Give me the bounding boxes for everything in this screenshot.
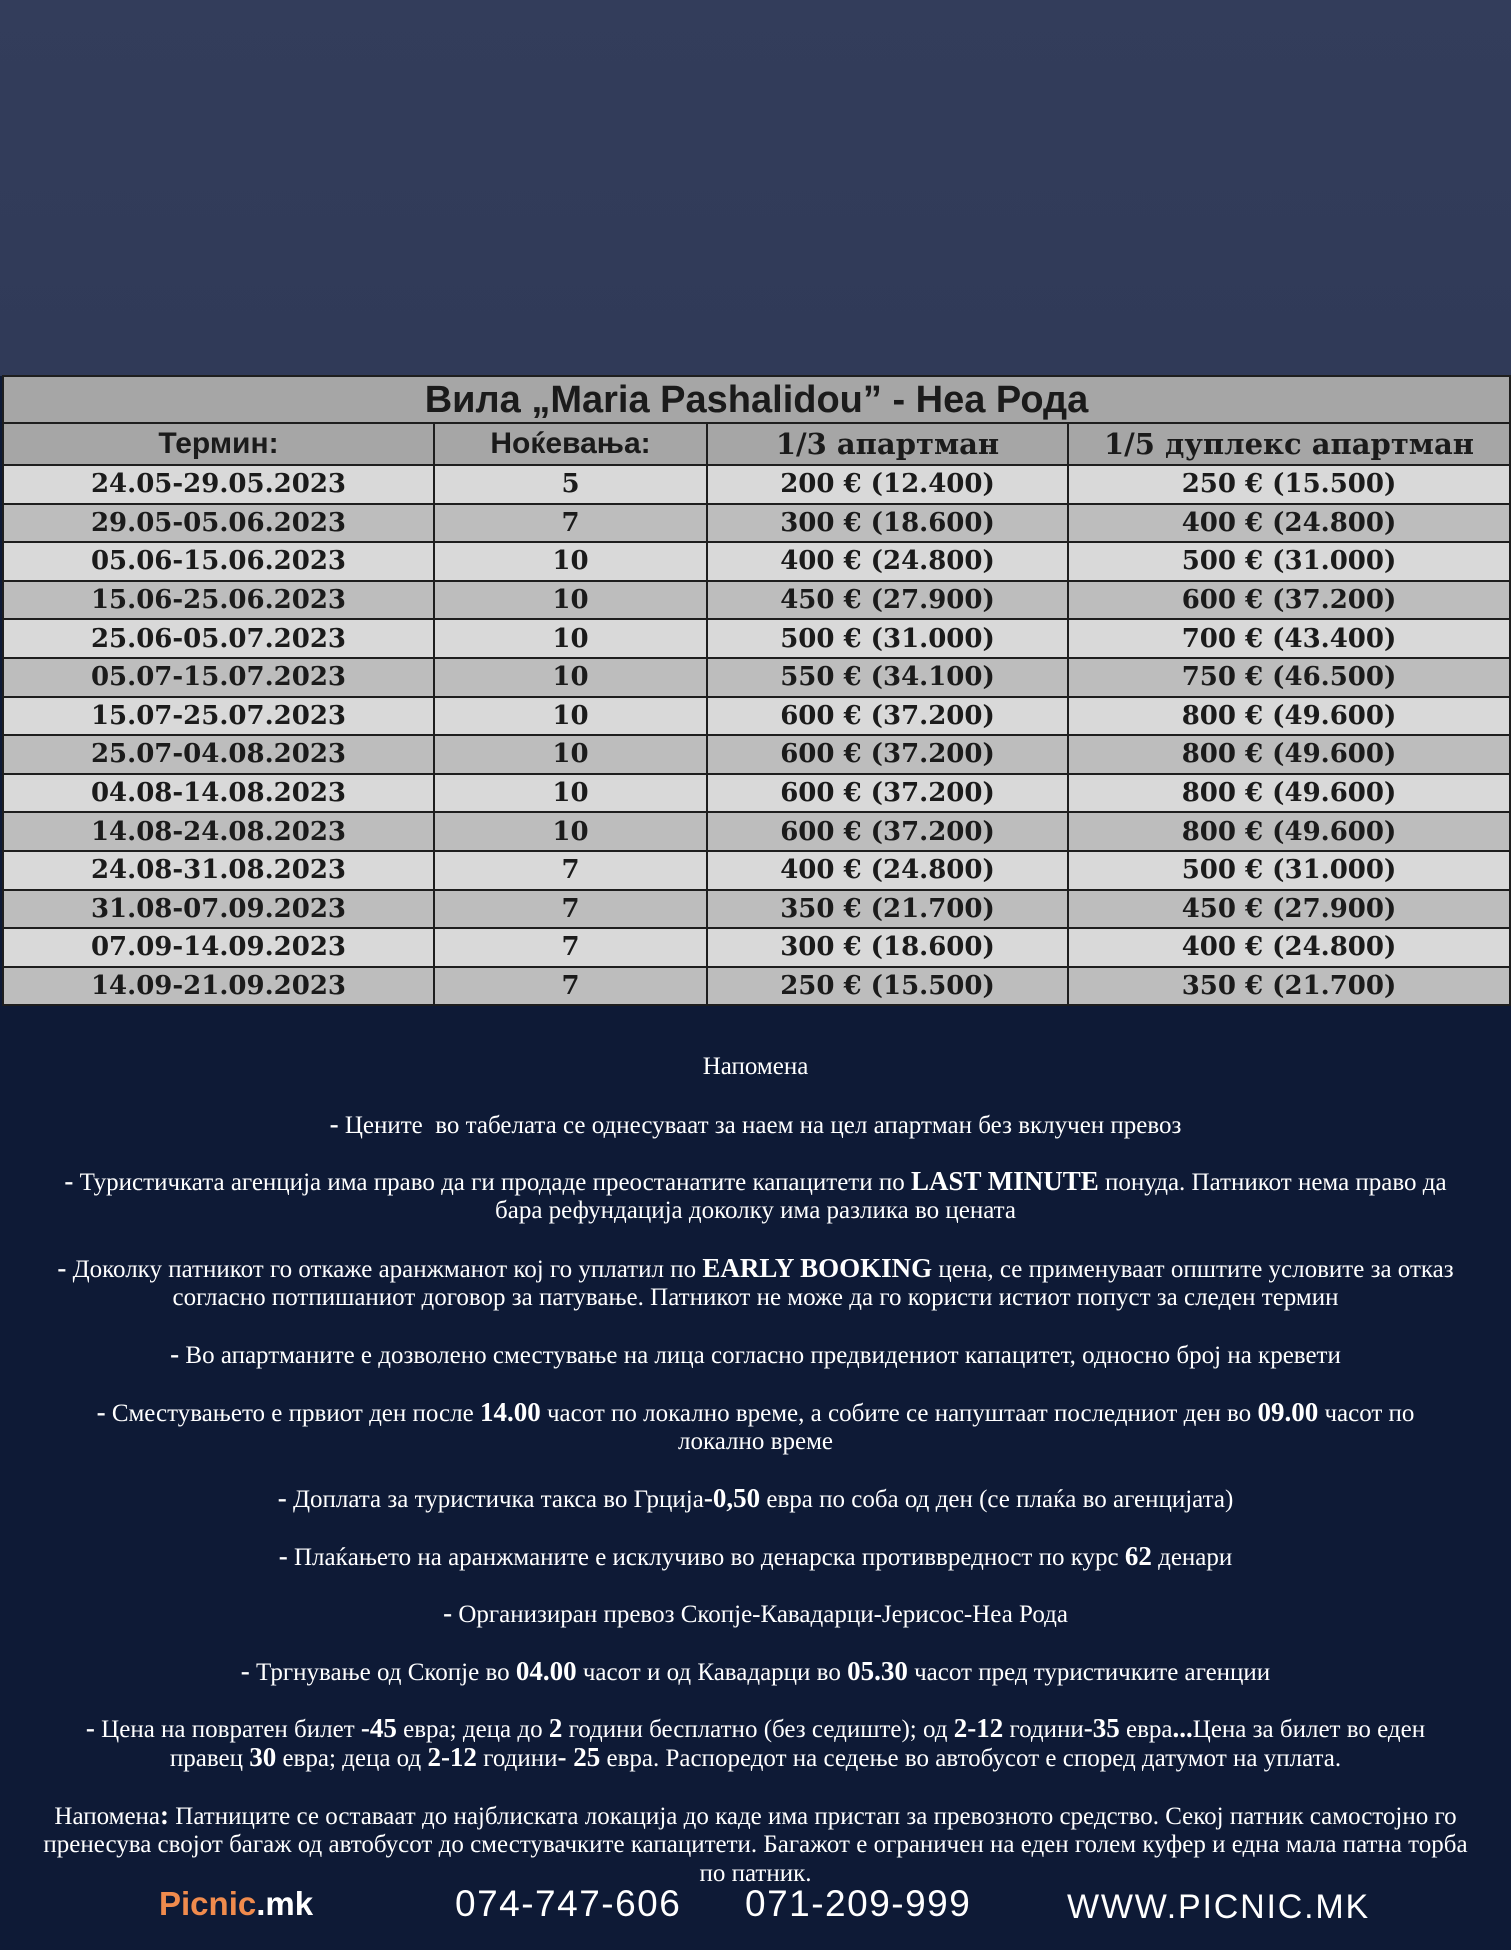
cell-duplex-1-5: 800 € (49.600) xyxy=(1068,697,1510,736)
cell-period: 29.05-05.06.2023 xyxy=(3,504,434,543)
note-line xyxy=(0,1542,1511,1571)
cell-duplex-1-5: 600 € (37.200) xyxy=(1068,581,1510,620)
cell-duplex-1-5: 400 € (24.800) xyxy=(1068,928,1510,967)
note-line xyxy=(0,1167,1511,1196)
cell-nights: 7 xyxy=(434,928,707,967)
note-text: Организиран превоз Скопје-Кавадарци-Јерисос-Неа Рода xyxy=(452,1601,1068,1628)
note-text: правец xyxy=(169,1745,250,1772)
phone-number-2: 071-209-999 xyxy=(745,1883,972,1924)
cell-duplex-1-5: 800 € (49.600) xyxy=(1068,774,1510,813)
note-text-bold: 2-12 xyxy=(953,1713,1004,1743)
note-text: по патник. xyxy=(699,1859,812,1887)
cell-nights: 10 xyxy=(434,581,707,620)
table-row xyxy=(3,812,1510,851)
cell-apartment-1-3: 300 € (18.600) xyxy=(707,928,1068,967)
note-line xyxy=(0,1196,1511,1225)
note-line xyxy=(0,1743,1511,1772)
notes-section xyxy=(0,1052,1511,1916)
note-line xyxy=(0,1398,1511,1427)
note-line xyxy=(0,1254,1511,1283)
note-text-bold: 09.00 xyxy=(1257,1396,1319,1427)
note-line xyxy=(0,1110,1511,1139)
cell-period: 14.08-24.08.2023 xyxy=(3,812,434,851)
note-text: евра; деца до xyxy=(396,1716,549,1743)
note-text-bold: EARLY BOOKING xyxy=(702,1252,933,1283)
note-text: Доколку патникот го откаже аранжманот кој го уплатил по xyxy=(66,1255,703,1283)
note-line xyxy=(0,1427,1511,1456)
table-row xyxy=(3,697,1510,736)
note-text-bold: - xyxy=(85,1713,95,1743)
note-text-bold: : xyxy=(160,1799,170,1830)
cell-period: 24.08-31.08.2023 xyxy=(3,851,434,890)
note-text-bold: - xyxy=(329,1108,339,1139)
cell-duplex-1-5: 450 € (27.900) xyxy=(1068,890,1510,929)
cell-period: 24.05-29.05.2023 xyxy=(3,465,434,504)
column-header-period: Термин: xyxy=(3,423,434,465)
note-paragraph xyxy=(0,1167,1511,1225)
cell-period: 07.09-14.09.2023 xyxy=(3,928,434,967)
cell-apartment-1-3: 600 € (37.200) xyxy=(707,697,1068,736)
phone-number-1: 074-747-606 xyxy=(455,1883,682,1924)
note-line xyxy=(0,1657,1511,1686)
note-text: локално време xyxy=(678,1427,833,1455)
table-row xyxy=(3,890,1510,929)
note-line xyxy=(0,1801,1511,1830)
cell-apartment-1-3: 250 € (15.500) xyxy=(707,967,1068,1006)
note-text-bold: -35 xyxy=(1083,1713,1120,1743)
cell-duplex-1-5: 500 € (31.000) xyxy=(1068,542,1510,581)
cell-period: 05.06-15.06.2023 xyxy=(3,542,434,581)
table-row xyxy=(3,658,1510,697)
note-text: пренесува својот багаж од автобусот до сместувачките капацитети. Багажот е ограничен на еден голем куфер и една мала патна торба xyxy=(43,1830,1468,1858)
note-text-bold: - 25 xyxy=(557,1742,601,1772)
note-text-bold: ... xyxy=(1172,1713,1193,1743)
note-text: години xyxy=(1003,1716,1084,1743)
note-line xyxy=(0,1830,1511,1859)
table-row xyxy=(3,851,1510,890)
note-text: евра; деца од xyxy=(276,1745,428,1772)
cell-apartment-1-3: 550 € (34.100) xyxy=(707,658,1068,697)
table-row xyxy=(3,735,1510,774)
note-text-bold: 05.30 xyxy=(847,1655,908,1686)
note-line xyxy=(0,1340,1511,1369)
cell-duplex-1-5: 250 € (15.500) xyxy=(1068,465,1510,504)
note-text: Цена на повратен билет xyxy=(94,1716,361,1743)
note-text-bold: - xyxy=(64,1166,74,1196)
table-row xyxy=(3,504,1510,543)
cell-duplex-1-5: 800 € (49.600) xyxy=(1068,735,1510,774)
cell-period: 25.06-05.07.2023 xyxy=(3,619,434,658)
note-text-bold: 30 xyxy=(249,1742,277,1772)
cell-period: 25.07-04.08.2023 xyxy=(3,735,434,774)
cell-nights: 10 xyxy=(434,735,707,774)
note-text: согласно потпишаниот договор за патување. Патникот не може да го користи истиот попуст за следен термин xyxy=(172,1283,1339,1311)
note-text-bold: 14.00 xyxy=(479,1396,541,1427)
table-row xyxy=(3,928,1510,967)
cell-nights: 10 xyxy=(434,812,707,851)
table-row xyxy=(3,619,1510,658)
note-text: Сместувањето е првиот ден после xyxy=(105,1399,480,1427)
note-text: Плаќањето на аранжманите е исклучиво во денарска противвредност по курс xyxy=(287,1543,1125,1571)
table-row xyxy=(3,774,1510,813)
note-text-bold: -45 xyxy=(360,1713,397,1743)
cell-nights: 10 xyxy=(434,697,707,736)
table-title: Вила „Maria Pashalidou” - Неа Рода xyxy=(3,376,1510,423)
note-text-bold: - xyxy=(278,1540,288,1571)
note-text: понуда. Патникот нема право да xyxy=(1098,1169,1447,1196)
table-row xyxy=(3,542,1510,581)
note-text-bold: 04.00 xyxy=(515,1655,577,1686)
cell-apartment-1-3: 450 € (27.900) xyxy=(707,581,1068,620)
note-text: Цените во табелата се однесуваат за наем на цел апартман без вклучен превоз xyxy=(338,1111,1182,1139)
table-row xyxy=(3,465,1510,504)
cell-apartment-1-3: 600 € (37.200) xyxy=(707,774,1068,813)
price-table xyxy=(2,375,1511,1006)
note-paragraph xyxy=(0,1599,1511,1628)
note-line xyxy=(0,1283,1511,1312)
note-paragraph xyxy=(0,1340,1511,1369)
notes-heading: Напомена xyxy=(702,1053,809,1080)
cell-nights: 7 xyxy=(434,504,707,543)
note-text: евра xyxy=(1119,1716,1173,1743)
cell-duplex-1-5: 400 € (24.800) xyxy=(1068,504,1510,543)
table-body xyxy=(3,465,1510,1005)
cell-nights: 10 xyxy=(434,542,707,581)
note-text: Тргнување од Скопје во xyxy=(249,1658,516,1686)
note-text: часот и од Кавадарци во xyxy=(576,1658,848,1686)
cell-nights: 7 xyxy=(434,851,707,890)
note-text: Доплата за туристичка такса во Грција xyxy=(286,1486,704,1513)
note-line xyxy=(0,1714,1511,1743)
note-text: евра. Распоредот на седење во автобусот е според датумот на уплата. xyxy=(600,1745,1342,1772)
cell-period: 04.08-14.08.2023 xyxy=(3,774,434,813)
cell-nights: 7 xyxy=(434,890,707,929)
column-header-nights: Ноќевања: xyxy=(434,423,707,465)
cell-nights: 5 xyxy=(434,465,707,504)
column-header-apartment-1-3: 1/3 апартман xyxy=(707,423,1068,465)
note-paragraph xyxy=(0,1801,1511,1888)
note-text: часот по xyxy=(1318,1399,1415,1427)
table-title-row xyxy=(3,376,1510,423)
note-text: години бесплатно (без седиште); од xyxy=(562,1716,954,1743)
note-text: часот пред туристичките агенции xyxy=(907,1658,1271,1686)
note-text-bold: LAST MINUTE xyxy=(910,1166,1099,1196)
cell-duplex-1-5: 700 € (43.400) xyxy=(1068,619,1510,658)
note-text: цена, се применуваат општите условите за отказ xyxy=(932,1255,1454,1283)
note-paragraph xyxy=(0,1398,1511,1456)
note-text-bold: - xyxy=(277,1483,287,1513)
cell-duplex-1-5: 350 € (21.700) xyxy=(1068,967,1510,1006)
note-paragraph xyxy=(0,1110,1511,1139)
brand-logo xyxy=(159,1882,313,1926)
cell-nights: 10 xyxy=(434,658,707,697)
website-address: WWW.PICNIC.MK xyxy=(1067,1888,1370,1926)
note-text-bold: -0,50 xyxy=(703,1483,761,1513)
note-text-bold: 2 xyxy=(548,1713,563,1743)
cell-period: 15.07-25.07.2023 xyxy=(3,697,434,736)
cell-nights: 7 xyxy=(434,967,707,1006)
note-text-bold: - xyxy=(57,1252,67,1283)
note-text: евра по соба од ден (се плаќа во агенцијата) xyxy=(760,1486,1234,1513)
logo-name-text: Picnic xyxy=(159,1885,257,1922)
note-paragraph xyxy=(0,1254,1511,1312)
cell-period: 15.06-25.06.2023 xyxy=(3,581,434,620)
cell-apartment-1-3: 600 € (37.200) xyxy=(707,735,1068,774)
cell-apartment-1-3: 300 € (18.600) xyxy=(707,504,1068,543)
cell-nights: 10 xyxy=(434,619,707,658)
note-text: бара рефундација доколку има разлика во цената xyxy=(495,1197,1016,1224)
cell-duplex-1-5: 800 € (49.600) xyxy=(1068,812,1510,851)
column-header-duplex-1-5: 1/5 дуплекс апартман xyxy=(1068,423,1510,465)
cell-period: 14.09-21.09.2023 xyxy=(3,967,434,1006)
logo-domain-text: .mk xyxy=(256,1885,314,1922)
note-text-bold: 62 xyxy=(1124,1540,1152,1571)
note-text-bold: 2-12 xyxy=(427,1742,477,1772)
note-text-bold: - xyxy=(170,1339,180,1369)
cell-period: 31.08-07.09.2023 xyxy=(3,890,434,929)
cell-apartment-1-3: 500 € (31.000) xyxy=(707,619,1068,658)
note-line xyxy=(0,1484,1511,1513)
cell-nights: 10 xyxy=(434,774,707,813)
cell-duplex-1-5: 750 € (46.500) xyxy=(1068,658,1510,697)
cell-apartment-1-3: 400 € (24.800) xyxy=(707,542,1068,581)
top-banner-background xyxy=(0,0,1511,376)
notes-list xyxy=(0,1110,1511,1888)
cell-period: 05.07-15.07.2023 xyxy=(3,658,434,697)
cell-apartment-1-3: 600 € (37.200) xyxy=(707,812,1068,851)
cell-apartment-1-3: 350 € (21.700) xyxy=(707,890,1068,929)
note-text-bold: - xyxy=(240,1655,250,1686)
note-text-bold: - xyxy=(443,1598,453,1628)
note-text-bold: - xyxy=(96,1396,106,1427)
table-row xyxy=(3,581,1510,620)
note-paragraph xyxy=(0,1714,1511,1772)
note-text: години xyxy=(476,1745,558,1772)
note-text: Напомена xyxy=(54,1802,161,1830)
cell-apartment-1-3: 200 € (12.400) xyxy=(707,465,1068,504)
note-text: Цена за билет во еден xyxy=(1192,1716,1426,1743)
note-line xyxy=(0,1599,1511,1628)
note-paragraph xyxy=(0,1484,1511,1513)
note-text: Патниците се оставаат до најблиската локација до каде има пристап за превозното средство. Секој патник самостојно го xyxy=(169,1802,1457,1830)
table-row xyxy=(3,967,1510,1006)
note-paragraph xyxy=(0,1657,1511,1686)
note-text: Во апартманите е дозволено сместување на лица согласно предвидениот капацитет, односно број на кревети xyxy=(179,1342,1341,1369)
cell-duplex-1-5: 500 € (31.000) xyxy=(1068,851,1510,890)
cell-apartment-1-3: 400 € (24.800) xyxy=(707,851,1068,890)
note-text: часот по локално време, а собите се напуштаат последниот ден во xyxy=(540,1399,1258,1427)
note-text: Туристичката агенција има право да ги продаде преостанатите капацитети по xyxy=(73,1169,911,1196)
note-text: денари xyxy=(1151,1543,1233,1571)
note-paragraph xyxy=(0,1542,1511,1571)
table-header-row xyxy=(3,423,1510,465)
